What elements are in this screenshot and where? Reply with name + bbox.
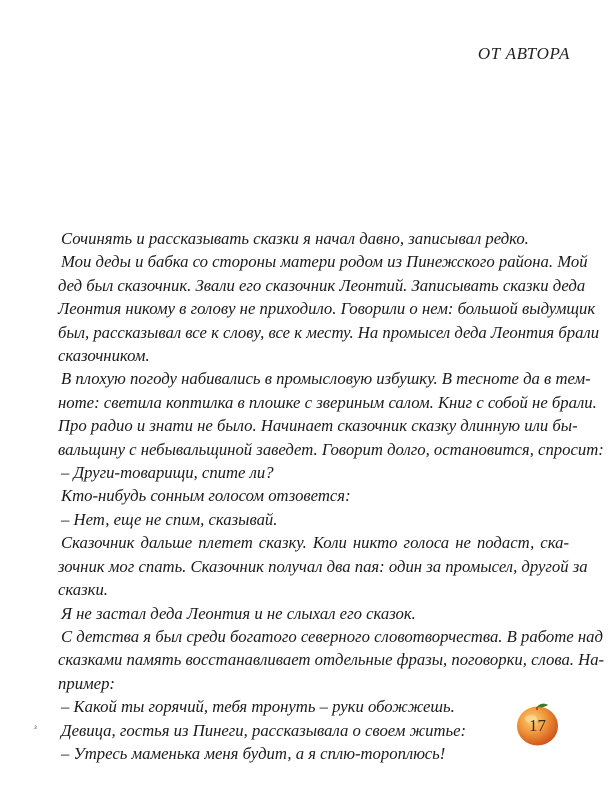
author-foreword-text bbox=[58, 227, 605, 765]
text-line: – Нет, еще не спим, сказывай. bbox=[61, 509, 278, 529]
text-line: Про радио и знати не было. Начинает сказочник сказку длинную или бы- bbox=[58, 416, 578, 436]
text-line: зочник мог спать. Сказочник получал два пая: один за промысел, другой за bbox=[58, 556, 588, 576]
text-line: сказками память восстанавливает отдельные фразы, поговорки, слова. На- bbox=[58, 650, 605, 670]
text-line: сказки. bbox=[58, 580, 108, 600]
text-line: Я не застал деда Леонтия и не слыхал его сказок. bbox=[61, 603, 416, 623]
page-number: 17 bbox=[529, 716, 546, 735]
margin-mark: з bbox=[34, 725, 37, 731]
page-number-badge bbox=[515, 702, 560, 747]
text-line: – Други-товарищи, спите ли? bbox=[61, 463, 274, 483]
text-line: ноте: светила коптилка в плошке с звериным салом. Книг с собой не брали. bbox=[58, 392, 597, 412]
text-line: Сочинять и рассказывать сказки я начал давно, записывал редко. bbox=[61, 229, 529, 248]
text-line: – Утресь маменька меня будит, а я сплю-тороплюсь! bbox=[61, 743, 446, 763]
text-line: вальщину с небывальщиной заведет. Говорит долго, остановится, спросит: bbox=[58, 439, 604, 459]
text-line: Кто-нибудь сонным голосом отзовется: bbox=[61, 486, 351, 506]
running-head-title: ОТ АВТОРА bbox=[477, 44, 570, 63]
text-line: Леонтия никому в голову не приходило. Говорили о нем: большой выдумщик bbox=[58, 299, 596, 319]
text-line: пример: bbox=[58, 673, 115, 693]
text-line: – Какой ты горячий, тебя тронуть – руки обожжешь. bbox=[61, 697, 455, 717]
text-line: Мои деды и бабка со стороны матери родом из Пинежского района. Мой bbox=[61, 252, 588, 272]
text-line: Девица, гостья из Пинеги, рассказывала о своем житье: bbox=[61, 720, 467, 740]
text-line: дед был сказочник. Звали его сказочник Леонтий. Записывать сказки деда bbox=[58, 275, 586, 295]
text-line: С детства я был среди богатого северного словотворчества. В работе над bbox=[61, 626, 603, 646]
text-line: В плохую погоду набивались в промысловую избушку. В тесноте да в тем- bbox=[61, 369, 591, 389]
text-line: Сказочник дальше плетет сказку. Коли никто голоса не подаст, ска- bbox=[61, 533, 569, 553]
text-line: сказочником. bbox=[58, 346, 150, 366]
text-line: был, рассказывал все к слову, все к месту. На промысел деда Леонтия брали bbox=[58, 322, 600, 342]
